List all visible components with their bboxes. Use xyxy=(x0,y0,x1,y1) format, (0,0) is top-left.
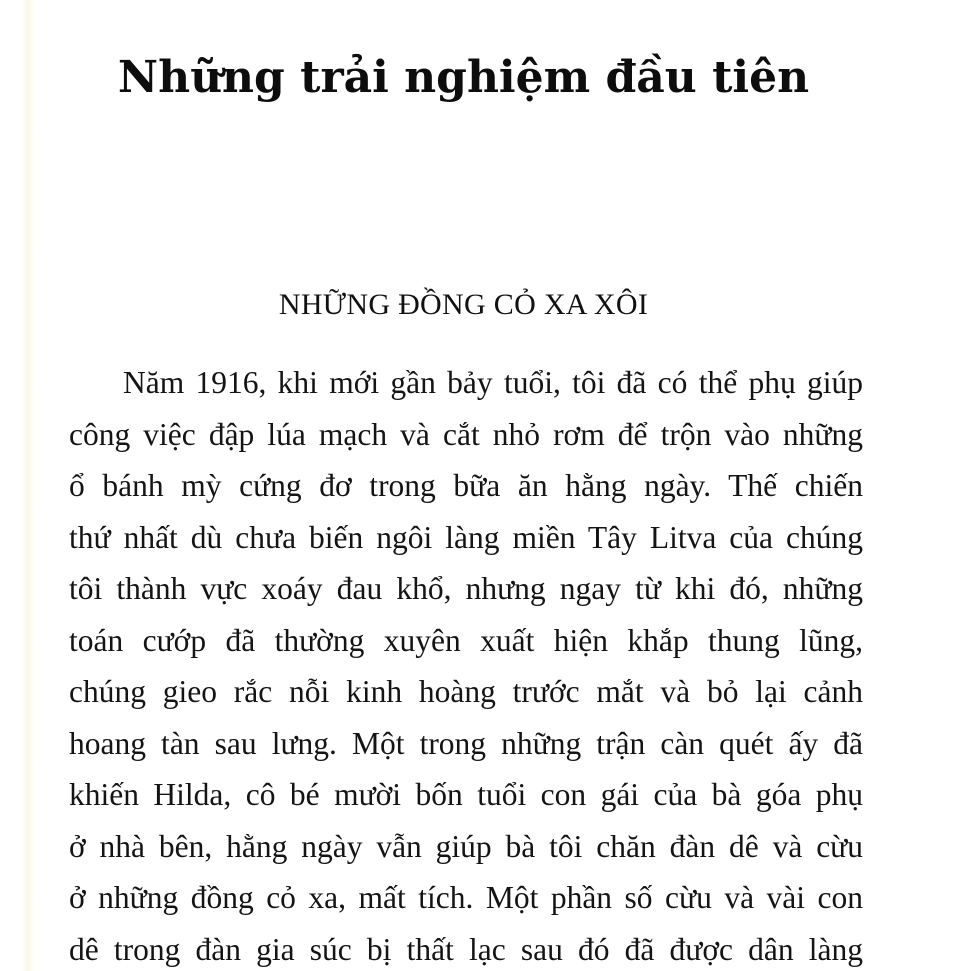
text-line: ở nhà bên, hằng ngày vẫn giúp bà tôi chăn đàn dê và cừu xyxy=(69,828,863,864)
text-line: khiến Hilda, cô bé mười bốn tuổi con gái của bà góa phụ xyxy=(69,777,863,812)
text-line: ở những đồng cỏ xa, mất tích. Một phần số cừu và vài con xyxy=(69,880,863,915)
text-line: toán cướp đã thường xuyên xuất hiện khắp thung lũng, xyxy=(69,622,863,658)
section-title: NHỮNG ĐỒNG CỎ XA XÔI xyxy=(278,288,649,321)
body-paragraph xyxy=(69,357,863,971)
page-gutter-shadow xyxy=(22,0,36,971)
text-line: công việc đập lúa mạch và cắt nhỏ rơm để trộn vào những xyxy=(69,416,863,452)
chapter-title: Những trải nghiệm đầu tiên xyxy=(117,52,810,103)
text-line: chúng gieo rắc nỗi kinh hoàng trước mắt và bỏ lại cảnh xyxy=(69,674,863,709)
text-line: ổ bánh mỳ cứng đơ trong bữa ăn hằng ngày. Thế chiến xyxy=(69,468,863,503)
text-line: dê trong đàn gia súc bị thất lạc sau đó đã được dân làng xyxy=(69,931,863,967)
text-line: thứ nhất dù chưa biến ngôi làng miền Tây Litva của chúng xyxy=(69,519,863,555)
text-line: hoang tàn sau lưng. Một trong những trận càn quét ấy đã xyxy=(69,725,863,761)
text-line: tôi thành vực xoáy đau khổ, nhưng ngay từ khi đó, những xyxy=(69,571,863,606)
text-line: Năm 1916, khi mới gần bảy tuổi, tôi đã có thể phụ giúp xyxy=(123,365,863,400)
